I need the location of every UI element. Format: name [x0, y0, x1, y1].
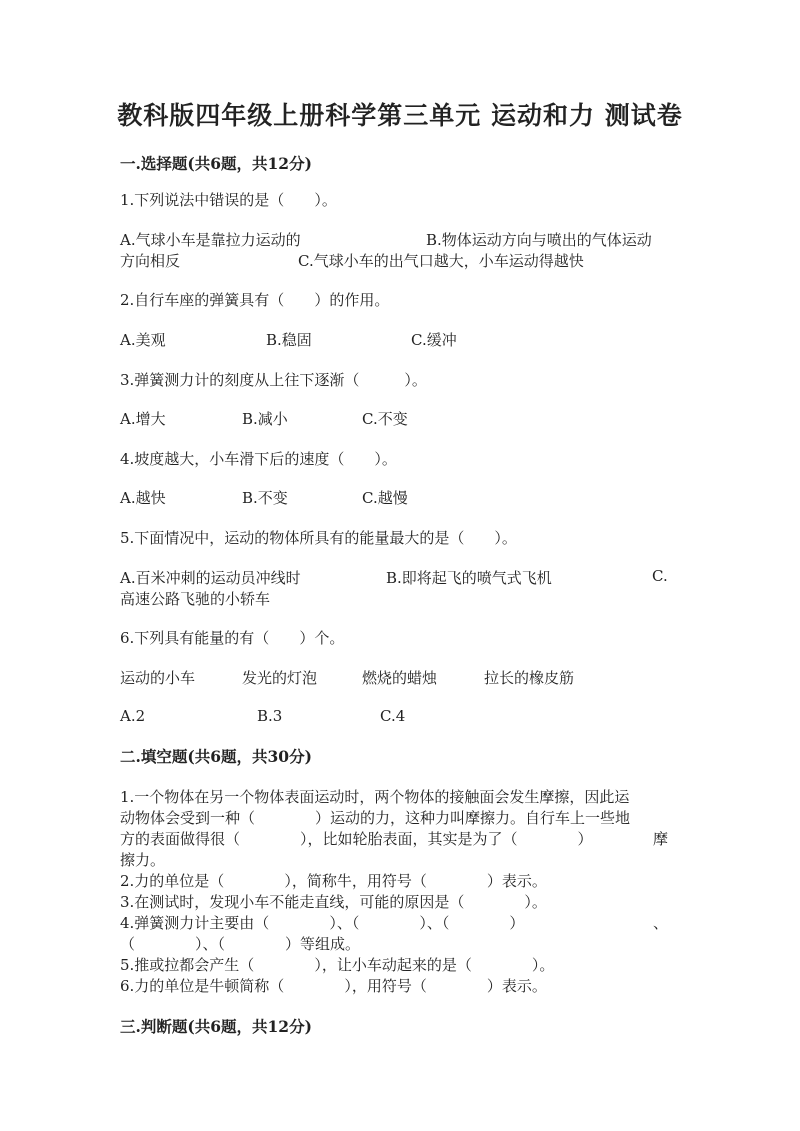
question-6-stem: 6.下列具有能量的有（ ）个。 [120, 629, 345, 647]
question-6-item: 运动的小车 [120, 669, 196, 687]
question-5-option-c[interactable]: C. [652, 567, 668, 585]
question-5-option-b[interactable]: B.即将起飞的喷气式飞机 [386, 569, 552, 587]
question-6-option-b[interactable]: B.3 [257, 707, 283, 725]
question-1-option-b[interactable]: B.物体运动方向与喷出的气体运动 [426, 231, 652, 249]
section-heading-fill: 二.填空题(共6题，共30分) [120, 747, 312, 766]
fill-question-1-line: 方的表面做得很（ ），比如轮胎表面，其实是为了（ ） [120, 830, 593, 848]
question-6-item: 燃烧的蜡烛 [362, 669, 438, 687]
question-3-option-b[interactable]: B.减小 [242, 410, 288, 428]
question-2-option-c[interactable]: C.缓冲 [411, 331, 457, 349]
question-6-option-c[interactable]: C.4 [380, 707, 406, 725]
fill-question-1-line: 擦力。 [120, 851, 166, 869]
question-1-option-a[interactable]: A.气球小车是靠拉力运动的 [120, 231, 301, 249]
fill-question-4-line: 4.弹簧测力计主要由（ ）、（ ）、（ ） [120, 914, 525, 932]
question-2-option-a[interactable]: A.美观 [120, 331, 166, 349]
fill-question-1-line: 动物体会受到一种（ ）运动的力，这种力叫摩擦力。自行车上一些地 [120, 809, 631, 827]
fill-question-1-line: 1.一个物体在另一个物体表面运动时，两个物体的接触面会发生摩擦，因此运 [120, 788, 630, 806]
question-1-stem: 1.下列说法中错误的是（ ）。 [120, 191, 337, 209]
question-2-stem: 2.自行车座的弹簧具有（ ）的作用。 [120, 291, 390, 309]
fill-question-3: 3.在测试时，发现小车不能走直线，可能的原因是（ ）。 [120, 893, 547, 911]
fill-question-6: 6.力的单位是牛顿简称（ ），用符号（ ）表示。 [120, 977, 547, 995]
fill-question-4-line: （ ）、（ ）等组成。 [120, 935, 361, 953]
question-5-option-a[interactable]: A.百米冲刺的运动员冲线时 [120, 569, 301, 587]
question-6-item: 发光的灯泡 [242, 669, 318, 687]
question-4-option-a[interactable]: A.越快 [120, 489, 166, 507]
question-4-option-b[interactable]: B.不变 [242, 489, 288, 507]
question-4-option-c[interactable]: C.越慢 [362, 489, 408, 507]
question-5-option-c-continued: 高速公路飞驰的小轿车 [120, 590, 271, 608]
question-5-stem: 5.下面情况中，运动的物体所具有的能量最大的是（ ）。 [120, 529, 517, 547]
section-heading-judge: 三.判断题(共6题，共12分) [120, 1017, 312, 1036]
question-2-option-b[interactable]: B.稳固 [266, 331, 312, 349]
question-4-stem: 4.坡度越大，小车滑下后的速度（ ）。 [120, 450, 397, 468]
fill-question-2: 2.力的单位是（ ），简称牛，用符号（ ）表示。 [120, 872, 547, 890]
question-6-item: 拉长的橡皮筋 [484, 669, 575, 687]
fill-question-4-line-end: 、 [653, 914, 669, 932]
fill-question-1-line-end: 摩 [653, 830, 669, 848]
question-3-stem: 3.弹簧测力计的刻度从上往下逐渐（ ）。 [120, 371, 427, 389]
section-heading-choice: 一.选择题(共6题，共12分) [120, 154, 312, 173]
fill-question-5: 5.推或拉都会产生（ ），让小车动起来的是（ ）。 [120, 956, 555, 974]
question-3-option-c[interactable]: C.不变 [362, 410, 408, 428]
question-1-option-b-continued: 方向相反 [120, 252, 181, 270]
page-title: 教科版四年级上册科学第三单元 运动和力 测试卷 [117, 101, 683, 130]
question-1-option-c[interactable]: C.气球小车的出气口越大，小车运动得越快 [298, 252, 584, 270]
question-3-option-a[interactable]: A.增大 [120, 410, 166, 428]
question-6-option-a[interactable]: A.2 [120, 707, 146, 725]
